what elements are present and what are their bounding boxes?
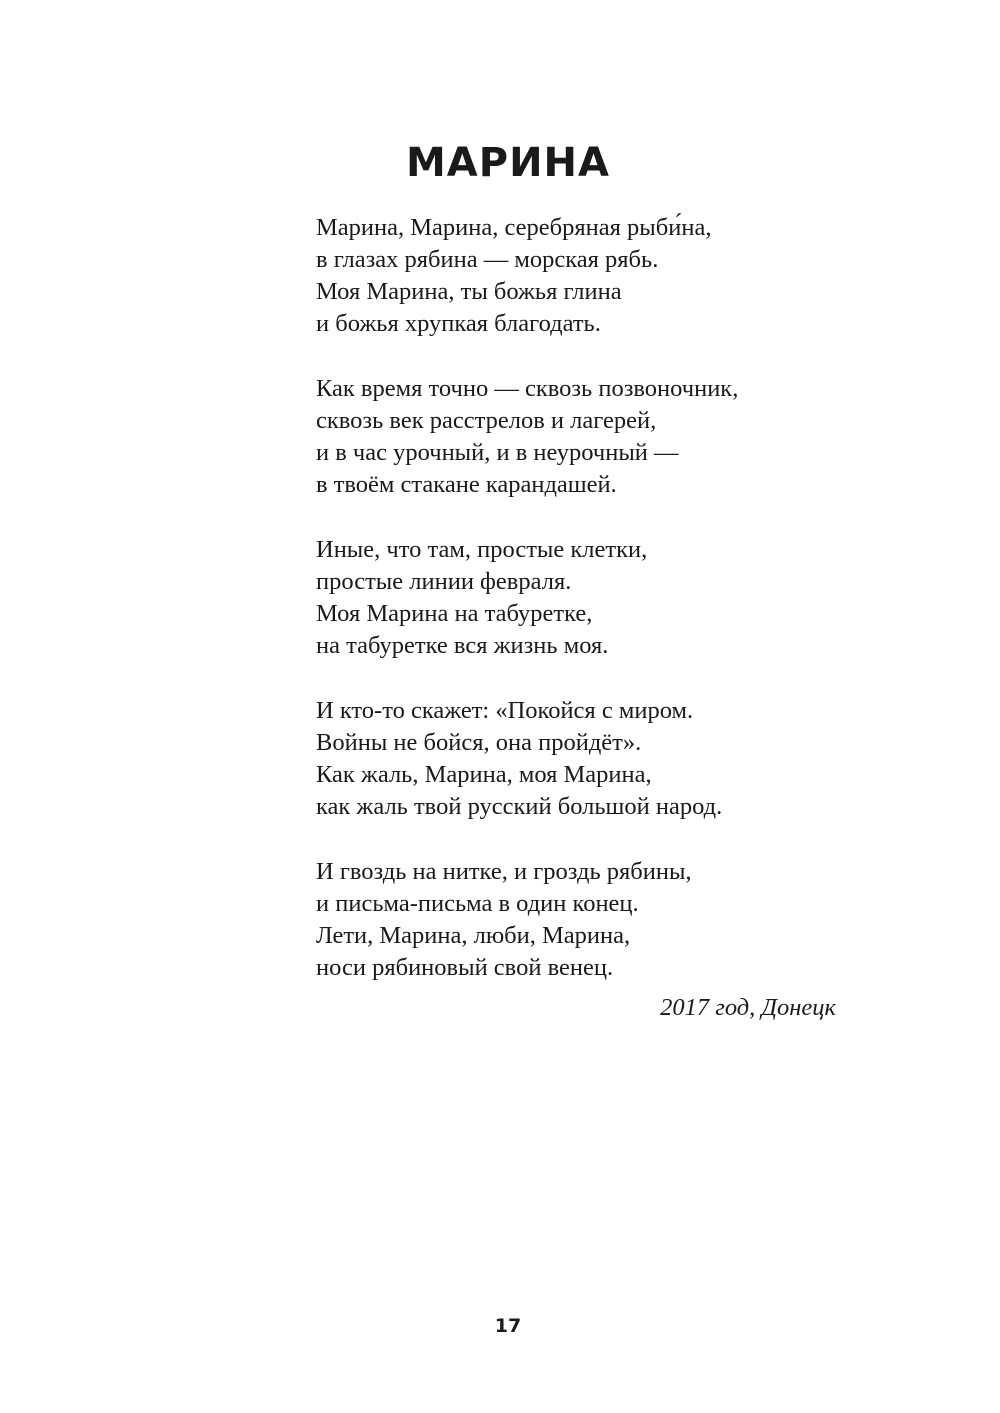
poem-line: сквозь век расстрелов и лагерей, [316,407,657,434]
poem-line: простые линии февраля. [316,568,572,595]
stanza-3 [316,534,876,662]
poem-line: Моя Марина на табуретке, [316,600,593,627]
poem-line: Как время точно — сквозь позвоночник, [316,375,739,402]
poem-line: в твоём стакане карандашей. [316,471,617,498]
poem-line: в глазах рябина — морская рябь. [316,246,659,273]
poem-line: Моя Марина, ты божья глина [316,278,622,305]
stanza-4 [316,695,876,823]
stanza-1 [316,212,876,340]
poem-body [316,212,876,984]
poem-line: носи рябиновый свой венец. [316,954,614,981]
poem-title: МАРИНА [406,140,610,186]
poem-line: на табуретке вся жизнь моя. [316,632,609,659]
poem-line: Лети, Марина, люби, Марина, [316,922,631,949]
poem-line: И кто-то скажет: «Покойся с миром. [316,697,694,724]
poem-line: как жаль твой русский большой народ. [316,793,723,820]
poem-line: Марина, Марина, серебряная рыби́на, [316,214,712,241]
poem-line: Иные, что там, простые клетки, [316,536,648,563]
poem-signature: 2017 год, Донецк [660,994,836,1021]
poem-line: Как жаль, Марина, моя Марина, [316,761,652,788]
poem-line: И гвоздь на нитке, и гроздь рябины, [316,858,692,885]
poem-line: Войны не бойся, она пройдёт». [316,729,642,756]
poem-line: и в час урочный, и в неурочный — [316,439,679,466]
page-number: 17 [494,1315,522,1337]
poem-line: и божья хрупкая благодать. [316,310,601,337]
stanza-2 [316,373,876,501]
stanza-5 [316,856,876,984]
poem-line: и письма-письма в один конец. [316,890,639,917]
